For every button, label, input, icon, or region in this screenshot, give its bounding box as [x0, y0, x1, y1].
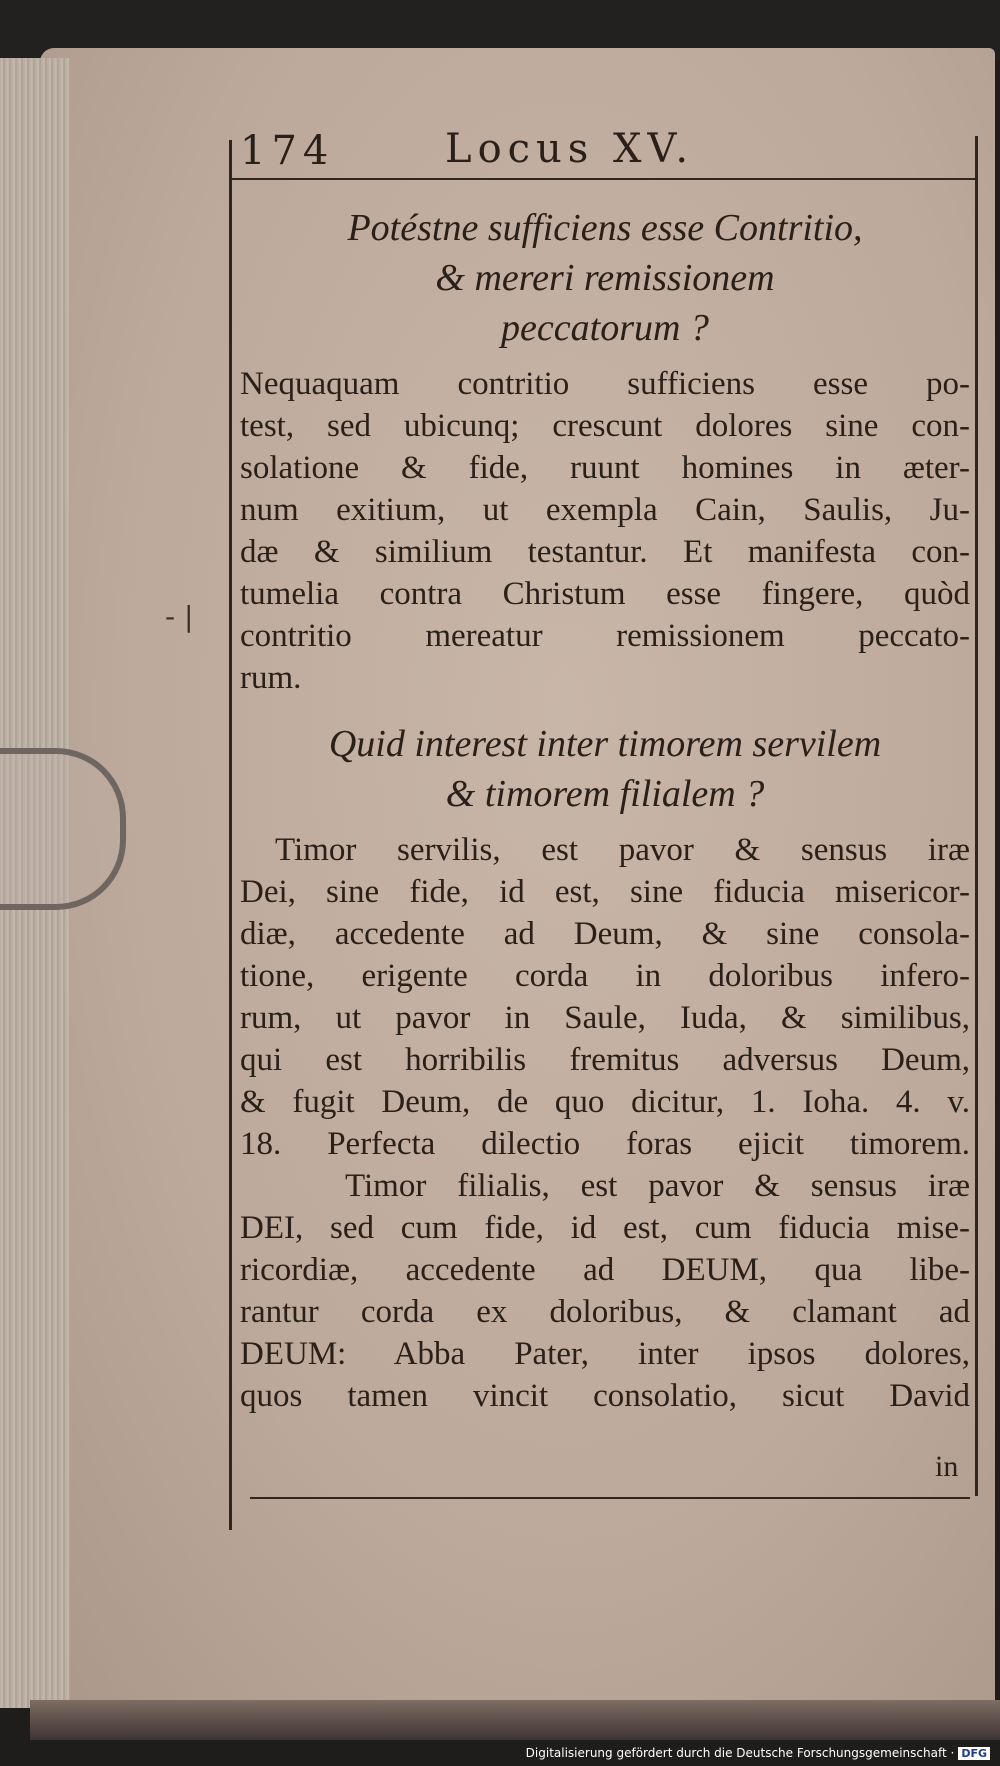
answer1-line: test, sed ubicunq; crescunt dolores sine con- — [240, 408, 970, 444]
question-1-line-1: Potéstne sufficiens esse Contritio, — [347, 207, 863, 249]
answer1-line: tumelia contra Christum esse fingere, quòd — [240, 576, 970, 612]
answer1-line: solatione & fide, ruunt homines in æter- — [240, 450, 970, 486]
answer1-line: num exitium, ut exempla Cain, Saulis, Ju- — [240, 492, 970, 528]
header-rule — [232, 178, 977, 180]
question-2-line-1: Quid interest inter timorem servilem — [328, 723, 882, 765]
answer2-line: 18. Perfecta dilectio foras ejicit timorem. — [240, 1126, 970, 1162]
question-1-line-3: peccatorum ? — [501, 307, 709, 349]
answer2-line: DEI, sed cum fide, id est, cum fiducia mise- — [240, 1210, 970, 1246]
answer2-line: qui est horribilis fremitus adversus Deum, — [240, 1042, 970, 1078]
answer2-line: quos tamen vincit consolatio, sicut David — [240, 1378, 970, 1414]
answer2-line: rantur corda ex doloribus, & clamant ad — [240, 1294, 970, 1330]
answer2-line: DEUM: Abba Pater, inter ipsos dolores, — [240, 1336, 970, 1372]
clamp-icon — [0, 748, 126, 910]
answer1-line: dæ & similium testantur. Et manifesta con- — [240, 534, 970, 570]
catchword: in — [935, 1450, 959, 1483]
answer2-line: & fugit Deum, de quo dicitur, 1. Ioha. 4. v. — [240, 1084, 970, 1120]
digitization-credit — [526, 1746, 990, 1760]
footer-rule — [250, 1497, 970, 1499]
margin-mark: - | — [165, 600, 194, 633]
frame-right-rule — [975, 136, 978, 1496]
page-number: 174 — [240, 128, 335, 174]
answer2-line: Timor servilis, est pavor & sensus iræ — [275, 832, 970, 868]
credit-text: Digitalisierung gefördert durch die Deutsche Forschungsgemeinschaft · — [525, 1746, 955, 1760]
question-1-line-2: & mereri remissionem — [435, 257, 775, 299]
answer2-line: ricordiæ, accedente ad DEUM, qua libe- — [240, 1252, 970, 1288]
book-bottom-edge — [30, 1700, 1000, 1740]
answer2-line: tione, erigente corda in doloribus infero- — [240, 958, 970, 994]
answer1-line: rum. — [240, 660, 302, 696]
running-title: Locus XV. — [445, 126, 695, 172]
answer2-line: Dei, sine fide, id est, sine fiducia misericor- — [240, 874, 970, 910]
dfg-logo-icon: DFG — [958, 1747, 990, 1760]
answer2-line: Timor filialis, est pavor & sensus iræ — [345, 1168, 970, 1204]
question-2-line-2: & timorem filialem ? — [445, 773, 765, 815]
answer2-line: rum, ut pavor in Saule, Iuda, & similibus, — [240, 1000, 970, 1036]
answer1-line: Nequaquam contritio sufficiens esse po- — [240, 366, 970, 402]
frame-left-rule — [229, 140, 232, 1530]
answer2-line: diæ, accedente ad Deum, & sine consola- — [240, 916, 970, 952]
answer1-line: contritio mereatur remissionem peccato- — [240, 618, 970, 654]
